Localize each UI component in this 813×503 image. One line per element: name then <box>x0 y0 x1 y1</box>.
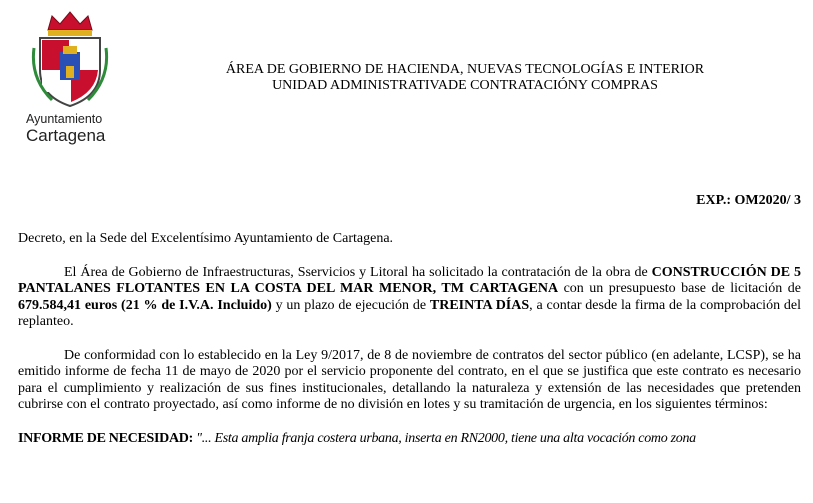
expedient-number: EXP.: OM2020/ 3 <box>696 193 801 208</box>
decree-intro: Decreto, en la Sede del Excelentísimo Ayuntamiento de Cartagena. <box>18 231 394 246</box>
logo-text-cartagena: Cartagena <box>26 126 106 145</box>
paragraph-legal-basis: De conformidad con lo establecido en la Ley 9/2017, de 8 de noviembre de contratos del sector público (en adelante, LCSP), se ha emitido informe de fecha 11 de mayo de 2020 por el servicio proponente del contrato, en el que se justifica que este contrato es necesario para el cumplimiento y realización de sus fines institucionales, detallando la naturaleza y extensión de las necesidades que pretenden cubrirse con el contrato proyectado, así como informe de no división en lotes y su tramitación de urgencia, en los siguientes términos: <box>18 347 801 412</box>
paragraph-text: con un presupuesto base de licitación de <box>558 281 801 296</box>
paragraph-text: , a contar desde la firma de la comprobación del replanteo. <box>18 297 801 329</box>
execution-period: TREINTA DÍAS <box>429 297 530 313</box>
city-crest-icon <box>30 8 110 108</box>
header-area-line: ÁREA DE GOBIERNO DE HACIENDA, NUEVAS TECNOLOGÍAS E INTERIOR <box>225 62 705 77</box>
paragraph-need-report <box>18 431 801 448</box>
paragraph-text: y un plazo de ejecución de <box>271 297 430 313</box>
document-body <box>18 231 801 447</box>
city-logo <box>20 8 120 143</box>
need-report-label: INFORME DE NECESIDAD: <box>18 430 193 446</box>
contract-title: CONSTRUCCIÓN DE 5 PANTALANES FLOTANTES EN LA COSTA DEL MAR MENOR, TM CARTAGENA <box>18 264 802 296</box>
document-header <box>140 62 790 94</box>
need-report-quote: "... Esta amplia franja costera urbana, inserta en RN2000, tiene una alta vocación como zona <box>192 430 696 446</box>
header-unit-line: UNIDAD ADMINISTRATIVADE CONTRATACIÓNY COMPRAS <box>272 78 658 93</box>
logo-text-ayuntamiento: Ayuntamiento <box>26 112 103 126</box>
paragraph-request <box>18 265 801 331</box>
budget-amount: 679.584,41 euros (21 % de I.V.A. Incluido) <box>18 297 272 313</box>
paragraph-text: El Área de Gobierno de Infraestructuras, Sservicios y Litoral ha solicitado la contratación de la obra de <box>64 264 652 280</box>
